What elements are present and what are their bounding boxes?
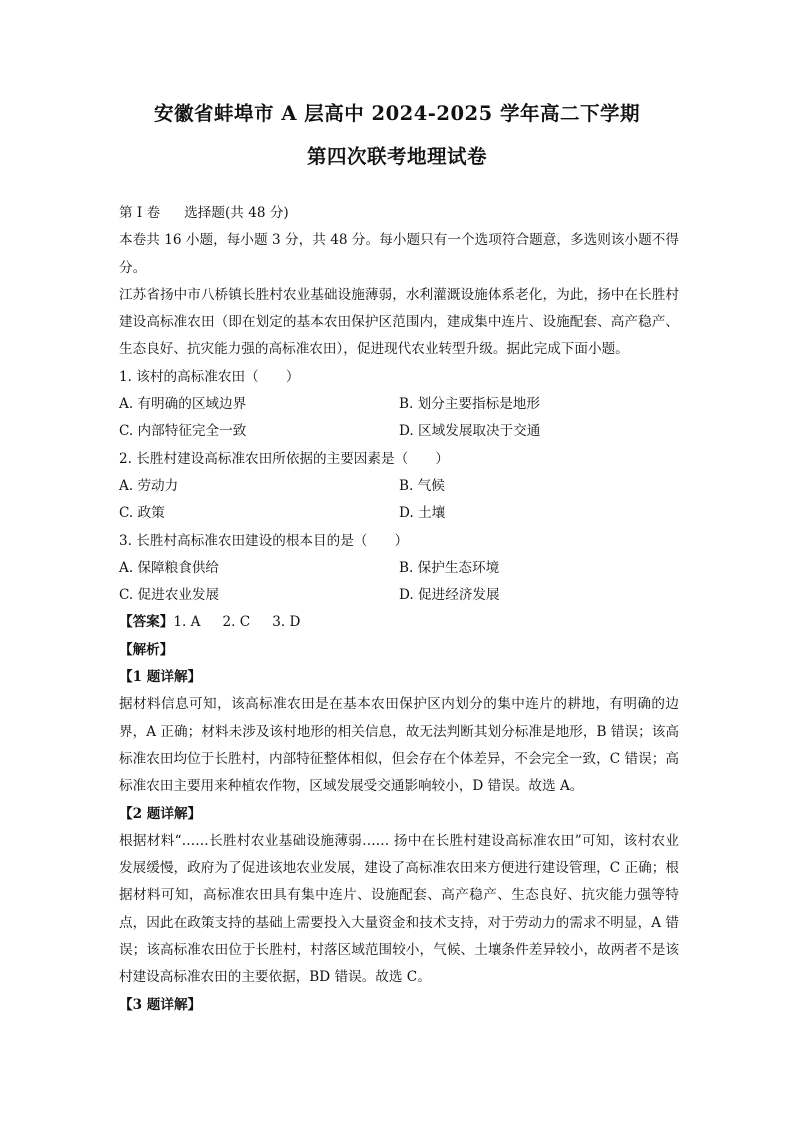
question-1-option-d: D. 区域发展取决于交通 xyxy=(399,423,541,440)
question-2-stem: 2. 长胜村建设高标准农田所依据的主要因素是（ ） xyxy=(119,450,449,467)
doc-body xyxy=(119,200,679,1019)
section-label: 第 I 卷 xyxy=(119,205,161,221)
answer-1: 1. A xyxy=(173,614,201,631)
doc-title-line2: 第四次联考地理试卷 xyxy=(306,145,487,168)
question-3-option-c: C. 促进农业发展 xyxy=(119,587,220,604)
instructions: 本卷共 16 小题，每小题 3 分，共 48 分。每小题只有一个选项符合题意，多选则该小题不得分。 xyxy=(119,232,679,276)
question-2-options-row-1 xyxy=(119,473,679,500)
detail-1-text: 据材料信息可知，该高标准农田是在基本农田保护区内划分的集中连片的耕地，有明确的边界，A 正确；材料未涉及该村地形的相关信息，故无法判断其划分标准是地形，B 错误；该高标准农田均位于长胜村，内部特征整体相似，但会存在个体差异，不会完全一致，C 错误；高标准农田主要用来种植农作物，区域发展受交通影响较小，D 错误。故选 A。 xyxy=(119,696,679,795)
question-2-option-b: B. 气候 xyxy=(399,477,445,494)
answer-label: 【答案】 xyxy=(119,614,174,631)
question-1-options-row-2 xyxy=(119,418,679,445)
detail-2-text: 根据材料“……长胜村农业基础设施薄弱…… 扬中在长胜村建设高标准农田”可知，该村农业发展缓慢，政府为了促进该地农业发展，建设了高标准农田来方便进行建设管理，C 正确；根据材料可知，高标准农田具有集中连片、设施配套、高产稳产、生态良好、抗灾能力强等特点，因此在政策支持的基础上需要投入大量资金和技术支持，对于劳动力的需求不明显，A 错误；该高标准农田位于长胜村，村落区域范围较小，气候、土壤条件差异较小，故两者不是该村建设高标准农田的主要依据，BD 错误。故选 C。 xyxy=(119,832,679,986)
question-2-option-a: A. 劳动力 xyxy=(119,477,179,494)
detail-1-label: 【1 题详解】 xyxy=(119,669,202,686)
question-3-stem: 3. 长胜村高标准农田建设的根本目的是（ ） xyxy=(119,532,409,549)
question-1-options-row-1 xyxy=(119,391,679,418)
question-3-options-row-2 xyxy=(119,582,679,609)
answer-2: 2. C xyxy=(222,614,251,631)
question-1-option-b: B. 划分主要指标是地形 xyxy=(399,396,540,413)
question-2-option-d: D. 土壤 xyxy=(399,505,446,522)
answer-3: 3. D xyxy=(272,614,301,631)
detail-3-label: 【3 题详解】 xyxy=(119,996,202,1013)
question-3-options-row-1 xyxy=(119,555,679,582)
question-3-option-d: D. 促进经济发展 xyxy=(399,587,500,604)
doc-title-line1: 安徽省蚌埠市 A 层高中 2024-2025 学年高二下学期 xyxy=(154,102,640,125)
question-3-option-a: A. 保障粮食供给 xyxy=(119,559,220,576)
question-2-options-row-2 xyxy=(119,500,679,527)
question-1-stem: 1. 该村的高标准农田（ ） xyxy=(119,368,300,385)
question-1-option-a: A. 有明确的区域边界 xyxy=(119,396,247,413)
question-1-option-c: C. 内部特征完全一致 xyxy=(119,423,247,440)
question-3-option-b: B. 保护生态环境 xyxy=(399,559,500,576)
material-text: 江苏省扬中市八桥镇长胜村农业基础设施薄弱，水利灌溉设施体系老化，为此，扬中在长胜村建设高标准农田（即在划定的基本农田保护区范围内，建成集中连片、设施配套、高产稳产、生态良好、抗灾能力强的高标准农田），促进现代农业转型升级。据此完成下面小题。 xyxy=(119,286,679,358)
section-name: 选择题(共 48 分) xyxy=(184,205,289,221)
detail-2-label: 【2 题详解】 xyxy=(119,805,202,822)
question-2-option-c: C. 政策 xyxy=(119,505,165,522)
analysis-label: 【解析】 xyxy=(119,641,174,658)
answer-line xyxy=(119,609,679,636)
section-header xyxy=(119,200,679,227)
